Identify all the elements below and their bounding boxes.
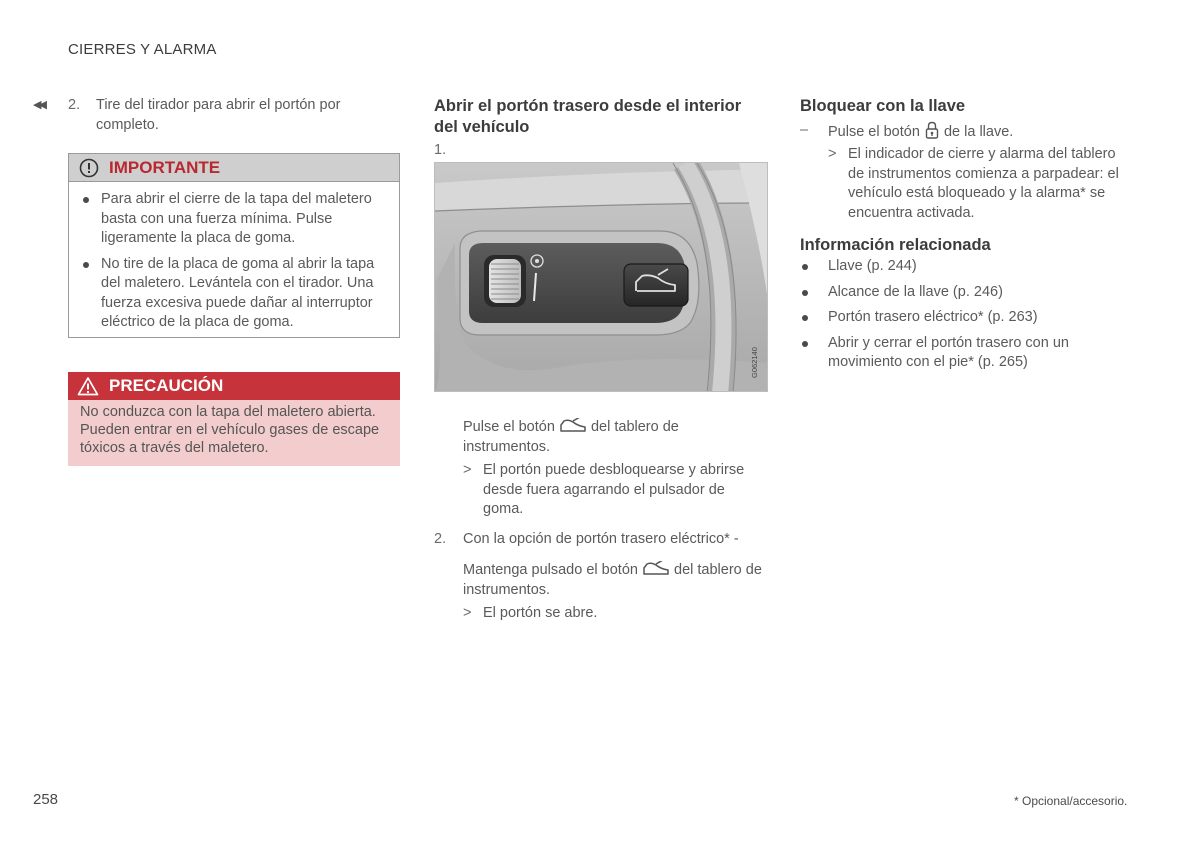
warning-triangle-icon bbox=[77, 376, 99, 396]
result-marker: > bbox=[463, 462, 472, 478]
exclamation-circle-icon bbox=[79, 158, 99, 178]
caution-text: No conduzca con la tapa del maletero abierta. Pueden entrar en el vehículo gases de escape tóxicos a través del maletero. bbox=[68, 400, 400, 466]
section-heading-lock-with-key: Bloquear con la llave bbox=[800, 97, 966, 115]
step-text: Pulse el botón bbox=[463, 419, 555, 435]
important-title: IMPORTANTE bbox=[109, 157, 221, 177]
step-number: 1. bbox=[434, 142, 447, 158]
step-text: Tire del tirador para abrir el portón por completo. bbox=[96, 97, 341, 133]
important-header bbox=[69, 154, 399, 182]
related-links-list bbox=[800, 257, 1125, 379]
result-text: El portón se abre. bbox=[483, 605, 598, 621]
step-text: del tablero de instrumentos. bbox=[463, 562, 762, 598]
tailgate-button-icon bbox=[559, 418, 587, 434]
caution-header bbox=[68, 372, 400, 400]
step-number: 2. bbox=[68, 97, 81, 113]
step-2 bbox=[68, 96, 400, 135]
step-text: Mantenga pulsado el botón bbox=[463, 562, 638, 578]
lock-instruction bbox=[800, 121, 1135, 143]
important-notice bbox=[68, 153, 400, 338]
previous-page-arrows-icon[interactable]: ◀◀ bbox=[33, 99, 44, 111]
result-marker: > bbox=[463, 605, 472, 621]
tailgate-button-icon bbox=[642, 561, 670, 577]
lock-text: de la llave. bbox=[943, 124, 1014, 140]
result-text: El indicador de cierre y alarma del tablero de instrumentos comienza a parpadear: el vehículo está bloqueado y la alarma* se encuentra activada. bbox=[848, 146, 1119, 221]
result-marker: > bbox=[828, 146, 837, 162]
illustration-drawing bbox=[435, 163, 768, 392]
related-link[interactable]: Portón trasero eléctrico* (p. 263) bbox=[800, 308, 1125, 328]
step-number: 2. bbox=[434, 531, 447, 547]
lock-text: Pulse el botón bbox=[828, 124, 920, 140]
result-text: El portón puede desbloquearse y abrirse desde fuera agarrando el pulsador de goma. bbox=[483, 462, 745, 517]
related-link[interactable]: Llave (p. 244) bbox=[800, 257, 1125, 277]
lock-result bbox=[828, 145, 1133, 223]
page-number: 258 bbox=[33, 791, 59, 808]
step-text: Con la opción de portón trasero eléctrico* - bbox=[463, 531, 739, 547]
section-heading-open-tailgate: Abrir el portón trasero desde el interior del vehículo bbox=[434, 97, 742, 136]
section-heading-related-info: Información relacionada bbox=[800, 236, 991, 254]
step-text: del tablero de instrumentos. bbox=[463, 419, 679, 455]
padlock-icon bbox=[924, 121, 940, 139]
footnote: * Opcional/accesorio. bbox=[1014, 794, 1128, 808]
important-list bbox=[69, 190, 399, 333]
dash-marker: – bbox=[800, 122, 809, 138]
step-2 bbox=[434, 530, 769, 550]
caution-title: PRECAUCIÓN bbox=[109, 376, 224, 396]
important-item: Para abrir el cierre de la tapa del maletero basta con una fuerza mínima. Pulse ligeramente la placa de goma. bbox=[81, 190, 387, 249]
step-1-instruction bbox=[463, 418, 768, 457]
step-1-result bbox=[463, 461, 768, 520]
section-title: CIERRES Y ALARMA bbox=[68, 41, 217, 58]
figure-code: G062140 bbox=[750, 347, 759, 378]
related-link[interactable]: Abrir y cerrar el portón trasero con un movimiento con el pie* (p. 265) bbox=[800, 334, 1125, 373]
related-link[interactable]: Alcance de la llave (p. 246) bbox=[800, 283, 1125, 303]
important-item: No tire de la placa de goma al abrir la tapa del maletero. Levántela con el tirador. Una fuerza excesiva puede dañar al interruptor eléctrico de la placa de goma. bbox=[81, 255, 387, 333]
left-column bbox=[68, 96, 400, 135]
step-2-result bbox=[463, 604, 768, 624]
dashboard-tailgate-button-illustration bbox=[434, 162, 768, 392]
step-2-instruction bbox=[463, 561, 768, 600]
